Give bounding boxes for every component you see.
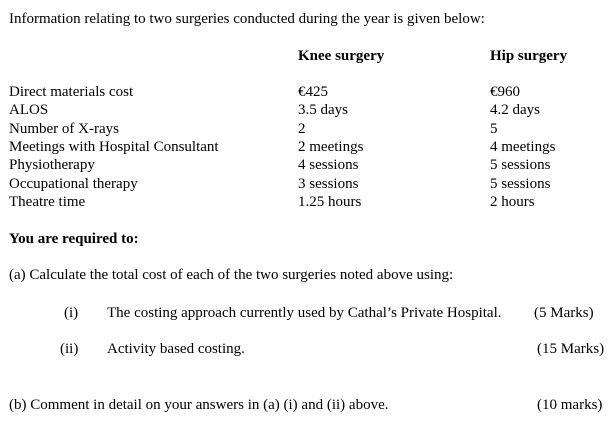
- part-a-ii-text: Activity based costing.: [107, 341, 245, 357]
- row-label: Physiotherapy: [9, 157, 95, 173]
- knee-value: 3 sessions: [298, 176, 359, 192]
- hip-value: 5 sessions: [490, 176, 551, 192]
- knee-value: 2 meetings: [298, 139, 364, 155]
- row-label: Number of X-rays: [9, 121, 119, 137]
- hip-value: 5: [490, 121, 498, 137]
- part-a-ii-number: (ii): [60, 341, 79, 357]
- part-a-i-text: The costing approach currently used by Cathal’s Private Hospital.: [107, 305, 502, 321]
- part-a-text: (a) Calculate the total cost of each of the two surgeries noted above using:: [9, 267, 454, 283]
- required-heading: You are required to:: [9, 231, 139, 247]
- knee-value: 2: [298, 121, 306, 137]
- hip-value: 2 hours: [490, 194, 535, 210]
- column-header-knee: Knee surgery: [298, 48, 385, 64]
- hip-value: 4 meetings: [490, 139, 556, 155]
- hip-value: €960: [490, 84, 520, 100]
- row-label: Direct materials cost: [9, 84, 134, 100]
- part-b-marks: (10 marks): [537, 397, 603, 413]
- knee-value: 4 sessions: [298, 157, 359, 173]
- part-b-text: (b) Comment in detail on your answers in (a) (i) and (ii) above.: [9, 397, 389, 413]
- row-label: ALOS: [9, 102, 49, 118]
- part-a-i-marks: (5 Marks): [534, 305, 594, 321]
- intro-text: Information relating to two surgeries conducted during the year is given below:: [9, 11, 485, 27]
- row-label: Occupational therapy: [9, 176, 138, 192]
- row-label: Meetings with Hospital Consultant: [9, 139, 219, 155]
- hip-value: 5 sessions: [490, 157, 551, 173]
- knee-value: €425: [298, 84, 328, 100]
- knee-value: 3.5 days: [298, 102, 348, 118]
- row-label: Theatre time: [9, 194, 86, 210]
- knee-value: 1.25 hours: [298, 194, 362, 210]
- part-a-i-number: (i): [64, 305, 79, 321]
- column-header-hip: Hip surgery: [490, 48, 568, 64]
- part-a-ii-marks: (15 Marks): [537, 341, 605, 357]
- hip-value: 4.2 days: [490, 102, 540, 118]
